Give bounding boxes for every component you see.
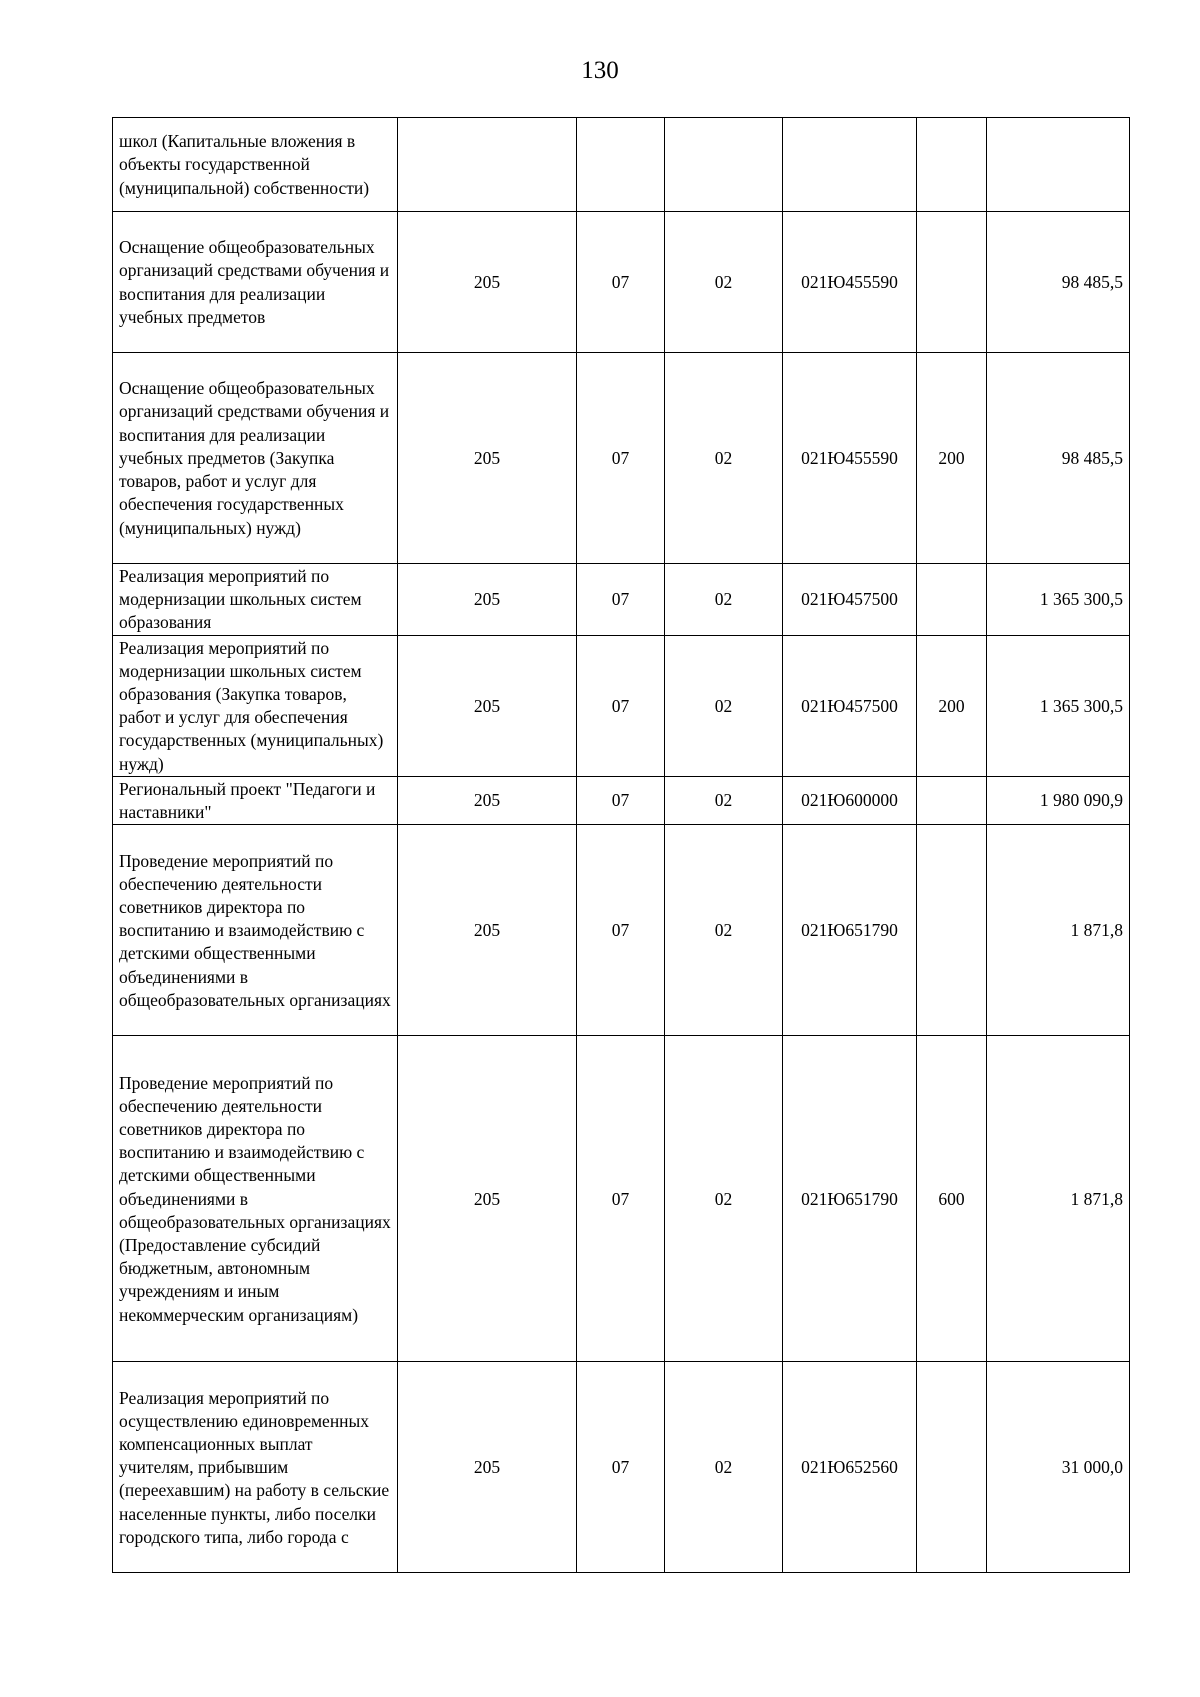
row-name: Проведение мероприятий по обеспечению деятельности советников директора по воспитанию и взаимодействию с детскими общественными объединениями в общеобразовательных организациях (Предоставление субсидий бюджетным, автономным учреждениям и иным некоммерческим организациям) (113, 1036, 398, 1362)
row-ministry: 205 (398, 1036, 577, 1362)
table-row (113, 776, 1130, 824)
row-amount: 31 000,0 (987, 1362, 1130, 1573)
row-amount: 1 980 090,9 (987, 776, 1130, 824)
row-subsection: 02 (665, 212, 783, 353)
row-target: 021Ю651790 (783, 825, 917, 1036)
row-name: Реализация мероприятий по модернизации школьных систем образования (Закупка товаров, работ и услуг для обеспечения государственных (муниципальных) нужд) (113, 635, 398, 776)
row-section: 07 (577, 635, 665, 776)
row-amount: 1 365 300,5 (987, 635, 1130, 776)
row-name: Реализация мероприятий по модернизации школьных систем образования (113, 564, 398, 636)
row-expense-type (917, 825, 987, 1036)
row-name: Оснащение общеобразовательных организаций средствами обучения и воспитания для реализации учебных предметов (113, 212, 398, 353)
table-row (113, 212, 1130, 353)
table-row (113, 118, 1130, 212)
table-row (113, 353, 1130, 564)
row-ministry: 205 (398, 353, 577, 564)
row-amount: 1 871,8 (987, 825, 1130, 1036)
row-target: 021Ю457500 (783, 564, 917, 636)
row-target: 021Ю600000 (783, 776, 917, 824)
row-subsection: 02 (665, 353, 783, 564)
row-amount (987, 118, 1130, 212)
row-subsection: 02 (665, 564, 783, 636)
row-target: 021Ю457500 (783, 635, 917, 776)
row-subsection (665, 118, 783, 212)
table-row (113, 635, 1130, 776)
row-name: Оснащение общеобразовательных организаций средствами обучения и воспитания для реализации учебных предметов (Закупка товаров, работ и услуг для обеспечения государственных (муниципальных) нужд) (113, 353, 398, 564)
row-name: Региональный проект "Педагоги и наставники" (113, 776, 398, 824)
row-subsection: 02 (665, 1362, 783, 1573)
row-ministry: 205 (398, 212, 577, 353)
row-target: 021Ю455590 (783, 212, 917, 353)
row-ministry: 205 (398, 825, 577, 1036)
row-name: школ (Капитальные вложения в объекты государственной (муниципальной) собственности) (113, 118, 398, 212)
row-section: 07 (577, 212, 665, 353)
row-section: 07 (577, 1036, 665, 1362)
row-amount: 1 871,8 (987, 1036, 1130, 1362)
row-expense-type (917, 1362, 987, 1573)
row-subsection: 02 (665, 1036, 783, 1362)
table-row (113, 564, 1130, 636)
row-subsection: 02 (665, 776, 783, 824)
row-section: 07 (577, 1362, 665, 1573)
row-section: 07 (577, 776, 665, 824)
row-expense-type (917, 564, 987, 636)
row-expense-type: 200 (917, 635, 987, 776)
table-row (113, 1362, 1130, 1573)
row-name: Реализация мероприятий по осуществлению единовременных компенсационных выплат учителям, прибывшим (переехавшим) на работу в сельские населенные пункты, либо поселки городского типа, либо города с (113, 1362, 398, 1573)
row-amount: 98 485,5 (987, 212, 1130, 353)
row-expense-type (917, 776, 987, 824)
row-section: 07 (577, 353, 665, 564)
page-number: 130 (581, 57, 619, 84)
budget-table (112, 117, 1130, 1573)
row-ministry (398, 118, 577, 212)
row-target (783, 118, 917, 212)
row-ministry: 205 (398, 1362, 577, 1573)
row-expense-type: 600 (917, 1036, 987, 1362)
row-section: 07 (577, 564, 665, 636)
row-target: 021Ю652560 (783, 1362, 917, 1573)
row-section (577, 118, 665, 212)
row-section: 07 (577, 825, 665, 1036)
row-target: 021Ю651790 (783, 1036, 917, 1362)
row-expense-type (917, 212, 987, 353)
row-ministry: 205 (398, 564, 577, 636)
row-name: Проведение мероприятий по обеспечению деятельности советников директора по воспитанию и взаимодействию с детскими общественными объединениями в общеобразовательных организациях (113, 825, 398, 1036)
table-row (113, 1036, 1130, 1362)
row-ministry: 205 (398, 635, 577, 776)
row-subsection: 02 (665, 825, 783, 1036)
row-target: 021Ю455590 (783, 353, 917, 564)
table-row (113, 825, 1130, 1036)
row-expense-type: 200 (917, 353, 987, 564)
row-expense-type (917, 118, 987, 212)
row-amount: 98 485,5 (987, 353, 1130, 564)
row-ministry: 205 (398, 776, 577, 824)
row-amount: 1 365 300,5 (987, 564, 1130, 636)
row-subsection: 02 (665, 635, 783, 776)
